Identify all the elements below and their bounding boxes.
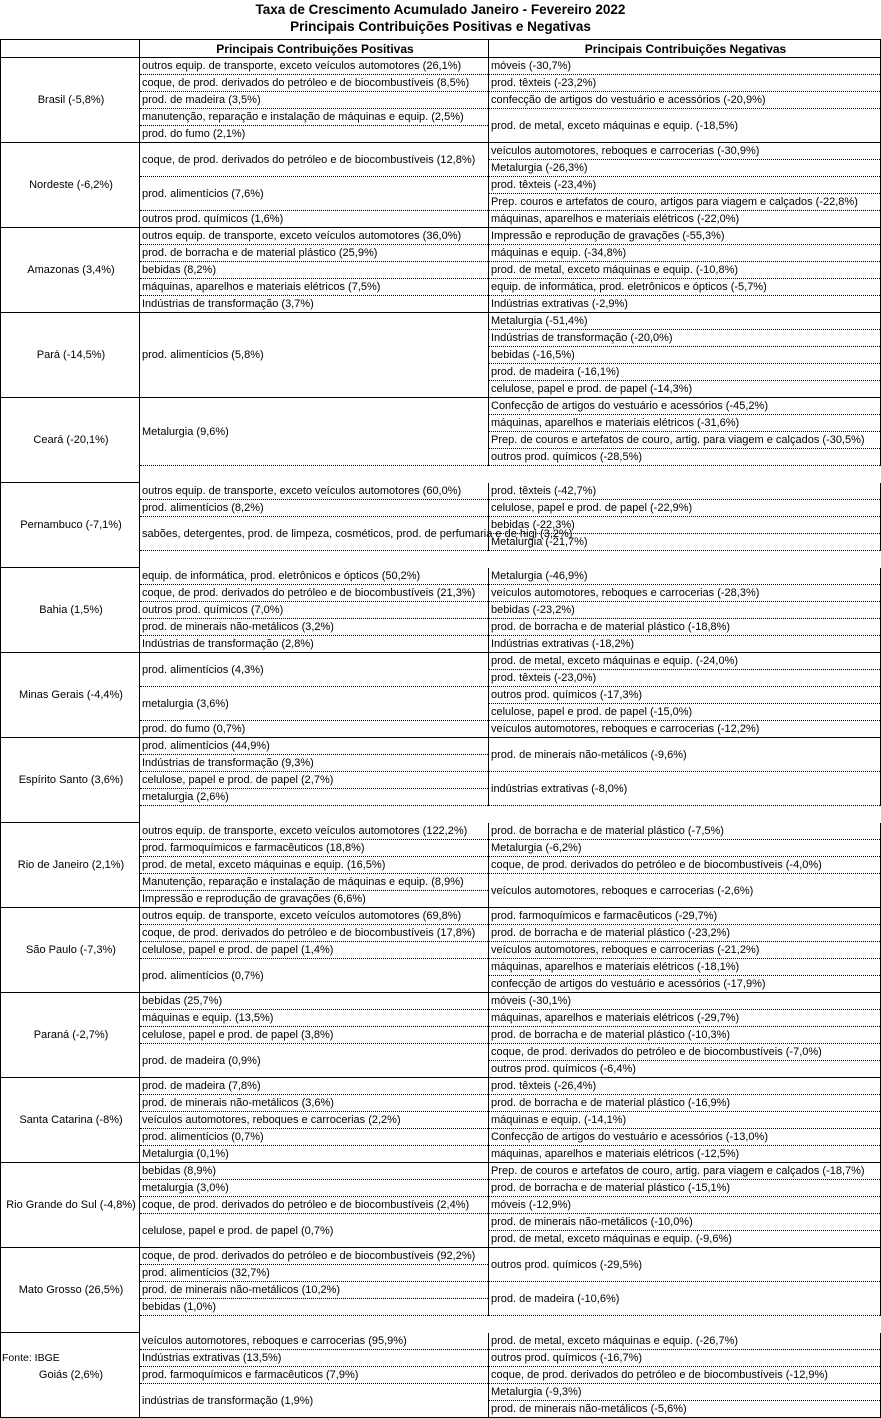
negative-contribution-cell: prod. farmoquímicos e farmacêuticos (-29,7%) — [489, 908, 881, 925]
negative-contribution-cell: prod. têxteis (-42,7%) — [489, 483, 881, 500]
positive-contribution-cell: indústrias de transformação (1,9%) — [140, 1384, 489, 1418]
negative-contribution-cell: móveis (-30,1%) — [489, 993, 881, 1010]
negative-contribution-cell: coque, de prod. derivados do petróleo e de biocombustíveis (-4,0%) — [489, 857, 881, 874]
table-row — [1, 313, 881, 330]
negative-contribution-cell: Metalurgia (-21,7%) — [489, 534, 881, 551]
table-row — [1, 1248, 881, 1265]
page-title: Taxa de Crescimento Acumulado Janeiro - Fevereiro 2022 — [255, 2, 626, 17]
negative-contribution-cell: Metalurgia (-6,2%) — [489, 840, 881, 857]
negative-contribution-cell: móveis (-12,9%) — [489, 1197, 881, 1214]
negative-contribution-cell: prod. têxteis (-23,4%) — [489, 177, 881, 194]
negative-contribution-cell: prod. de borracha e de material plástico (-16,9%) — [489, 1095, 881, 1112]
negative-contribution-cell: veículos automotores, reboques e carrocerias (-30,9%) — [489, 143, 881, 160]
positive-contribution-cell: outros equip. de transporte, exceto veículos automotores (122,2%) — [140, 823, 489, 840]
table-row — [1, 1333, 881, 1350]
positive-contribution-cell: Indústrias de transformação (2,8%) — [140, 636, 489, 653]
negative-contribution-cell: máquinas, aparelhos e materiais elétricos (-22,0%) — [489, 211, 881, 228]
positive-contribution-cell: equip. de informática, prod. eletrônicos e ópticos (50,2%) — [140, 568, 489, 585]
negative-contribution-cell: Prep. couros e artefatos de couro, artigos para viagem e calçados (-22,8%) — [489, 194, 881, 211]
negative-contribution-cell: prod. têxteis (-26,4%) — [489, 1078, 881, 1095]
region-label: Santa Catarina (-8%) — [1, 1078, 140, 1163]
negative-contribution-cell: Confecção de artigos do vestuário e acessórios (-45,2%) — [489, 398, 881, 415]
positive-contribution-cell: outros equip. de transporte, exceto veículos automotores (36,0%) — [140, 228, 489, 245]
negative-contribution-cell: outros prod. químicos (-17,3%) — [489, 687, 881, 704]
region-label: Espírito Santo (3,6%) — [1, 738, 140, 823]
negative-contribution-cell: prod. de metal, exceto máquinas e equip. (-24,0%) — [489, 653, 881, 670]
positive-contribution-cell: prod. alimentícios (5,8%) — [140, 313, 489, 398]
positive-contribution-cell: celulose, papel e prod. de papel (2,7%) — [140, 772, 489, 789]
region-label: Minas Gerais (-4,4%) — [1, 653, 140, 738]
negative-contribution-cell: bebidas (-16,5%) — [489, 347, 881, 364]
negative-contribution-cell: veículos automotores, reboques e carrocerias (-21,2%) — [489, 942, 881, 959]
positive-contribution-cell: prod. de minerais não-metálicos (10,2%) — [140, 1282, 489, 1299]
positive-contribution-cell: manutenção, reparação e instalação de máquinas e equip. (2,5%) — [140, 109, 489, 126]
negative-contribution-cell: outros prod. químicos (-29,5%) — [489, 1248, 881, 1282]
positive-contribution-cell: outros equip. de transporte, exceto veículos automotores (69,8%) — [140, 908, 489, 925]
positive-contribution-cell: outros prod. químicos (7,0%) — [140, 602, 489, 619]
negative-contribution-cell: Metalurgia (-51,4%) — [489, 313, 881, 330]
negative-contribution-cell: Indústrias extrativas (-18,2%) — [489, 636, 881, 653]
positive-contribution-cell: Indústrias extrativas (13,5%) — [140, 1350, 489, 1367]
negative-contribution-cell: Metalurgia (-46,9%) — [489, 568, 881, 585]
page-subtitle: Principais Contribuições Positivas e Negativas — [290, 19, 591, 34]
positive-contribution-cell: prod. do fumo (0,7%) — [140, 721, 489, 738]
region-label: Rio Grande do Sul (-4,8%) — [1, 1163, 140, 1248]
positive-contribution-cell: Indústrias de transformação (9,3%) — [140, 755, 489, 772]
negative-contribution-cell: confecção de artigos do vestuário e acessórios (-17,9%) — [489, 976, 881, 993]
region-label: Goiás (2,6%) — [1, 1333, 140, 1418]
positive-contribution-cell: Metalurgia (0,1%) — [140, 1146, 489, 1163]
positive-contribution-cell: prod. farmoquímicos e farmacêuticos (7,9%) — [140, 1367, 489, 1384]
positive-contribution-cell: prod. de borracha e de material plástico (25,9%) — [140, 245, 489, 262]
positive-contribution-cell: bebidas (25,7%) — [140, 993, 489, 1010]
positive-contribution-cell: prod. do fumo (2,1%) — [140, 126, 489, 143]
table-row — [1, 398, 881, 415]
table-row — [1, 738, 881, 755]
positive-contribution-cell: Manutenção, reparação e instalação de máquinas e equip. (8,9%) — [140, 874, 489, 891]
negative-contribution-cell: celulose, papel e prod. de papel (-14,3%) — [489, 381, 881, 398]
negative-contribution-cell: prod. de minerais não-metálicos (-9,6%) — [489, 738, 881, 772]
negative-contribution-cell: prod. têxteis (-23,2%) — [489, 75, 881, 92]
positive-contribution-cell: prod. de madeira (0,9%) — [140, 1044, 489, 1078]
negative-contribution-cell: prod. de metal, exceto máquinas e equip. (-18,5%) — [489, 109, 881, 143]
negative-contribution-cell: confecção de artigos do vestuário e acessórios (-20,9%) — [489, 92, 881, 109]
positive-contribution-cell: prod. alimentícios (44,9%) — [140, 738, 489, 755]
positive-contribution-cell: prod. de minerais não-metálicos (3,6%) — [140, 1095, 489, 1112]
positive-contribution-cell: prod. alimentícios (8,2%) — [140, 500, 489, 517]
negative-contribution-cell: máquinas, aparelhos e materiais elétricos (-12,5%) — [489, 1146, 881, 1163]
negative-contribution-cell: máquinas e equip. (-14,1%) — [489, 1112, 881, 1129]
table-row — [1, 58, 881, 75]
positive-contribution-cell: prod. de madeira (7,8%) — [140, 1078, 489, 1095]
region-label: Mato Grosso (26,5%) — [1, 1248, 140, 1333]
positive-column-header: Principais Contribuições Positivas — [140, 40, 489, 58]
positive-contribution-cell: veículos automotores, reboques e carrocerias (95,9%) — [140, 1333, 489, 1350]
positive-contribution-cell: metalurgia (2,6%) — [140, 789, 489, 806]
negative-contribution-cell: coque, de prod. derivados do petróleo e de biocombustíveis (-7,0%) — [489, 1044, 881, 1061]
negative-contribution-cell: equip. de informática, prod. eletrônicos e ópticos (-5,7%) — [489, 279, 881, 296]
negative-contribution-cell: bebidas (-23,2%) — [489, 602, 881, 619]
negative-contribution-cell: Metalurgia (-9,3%) — [489, 1384, 881, 1401]
positive-contribution-cell: prod. alimentícios (0,7%) — [140, 1129, 489, 1146]
negative-contribution-cell: prod. de borracha e de material plástico (-7,5%) — [489, 823, 881, 840]
negative-contribution-cell: outros prod. químicos (-28,5%) — [489, 449, 881, 466]
positive-contribution-cell: outros equip. de transporte, exceto veículos automotores (26,1%) — [140, 58, 489, 75]
positive-contribution-cell: coque, de prod. derivados do petróleo e de biocombustíveis (12,8%) — [140, 143, 489, 177]
positive-contribution-cell: coque, de prod. derivados do petróleo e de biocombustíveis (92,2%) — [140, 1248, 489, 1265]
negative-contribution-cell: Impressão e reprodução de gravações (-55,3%) — [489, 228, 881, 245]
positive-contribution-cell: veículos automotores, reboques e carrocerias (2,2%) — [140, 1112, 489, 1129]
negative-contribution-cell: Prep. de couros e artefatos de couro, artig. para viagem e calçados (-18,7%) — [489, 1163, 881, 1180]
positive-contribution-cell: sabões, detergentes, prod. de limpeza, cosméticos, prod. de perfumaria e de higi (3,2%) — [140, 517, 489, 551]
negative-contribution-cell: Confecção de artigos do vestuário e acessórios (-13,0%) — [489, 1129, 881, 1146]
region-label: Pernambuco (-7,1%) — [1, 483, 140, 568]
table-row — [1, 568, 881, 585]
table-row — [1, 908, 881, 925]
region-label: Paraná (-2,7%) — [1, 993, 140, 1078]
table-row — [1, 483, 881, 500]
negative-contribution-cell: outros prod. químicos (-6,4%) — [489, 1061, 881, 1078]
negative-contribution-cell: prod. de madeira (-16,1%) — [489, 364, 881, 381]
positive-contribution-cell: prod. de madeira (3,5%) — [140, 92, 489, 109]
negative-contribution-cell: celulose, papel e prod. de papel (-15,0%) — [489, 704, 881, 721]
positive-contribution-cell: celulose, papel e prod. de papel (3,8%) — [140, 1027, 489, 1044]
positive-contribution-cell: celulose, papel e prod. de papel (1,4%) — [140, 942, 489, 959]
region-label: Amazonas (3,4%) — [1, 228, 140, 313]
negative-contribution-cell: Indústrias de transformação (-20,0%) — [489, 330, 881, 347]
region-label: Nordeste (-6,2%) — [1, 143, 140, 228]
negative-contribution-cell: prod. de borracha e de material plástico (-10,3%) — [489, 1027, 881, 1044]
table-row — [1, 1078, 881, 1095]
negative-contribution-cell: prod. de madeira (-10,6%) — [489, 1282, 881, 1316]
table-row — [1, 823, 881, 840]
table-body — [1, 58, 881, 1418]
negative-contribution-cell: máquinas, aparelhos e materiais elétricos (-29,7%) — [489, 1010, 881, 1027]
negative-contribution-cell: veículos automotores, reboques e carrocerias (-28,3%) — [489, 585, 881, 602]
table-row — [1, 993, 881, 1010]
positive-contribution-cell: celulose, papel e prod. de papel (0,7%) — [140, 1214, 489, 1248]
negative-column-header: Principais Contribuições Negativas — [489, 40, 881, 58]
region-label: São Paulo (-7,3%) — [1, 908, 140, 993]
positive-contribution-cell: prod. alimentícios (7,6%) — [140, 177, 489, 211]
negative-contribution-cell: prod. de minerais não-metálicos (-10,0%) — [489, 1214, 881, 1231]
positive-contribution-cell: prod. farmoquímicos e farmacêuticos (18,8%) — [140, 840, 489, 857]
positive-contribution-cell: metalurgia (3,6%) — [140, 687, 489, 721]
table-row — [1, 1163, 881, 1180]
negative-contribution-cell: outros prod. químicos (-16,7%) — [489, 1350, 881, 1367]
positive-contribution-cell: prod. alimentícios (0,7%) — [140, 959, 489, 993]
negative-contribution-cell: coque, de prod. derivados do petróleo e de biocombustíveis (-12,9%) — [489, 1367, 881, 1384]
positive-contribution-cell: outros equip. de transporte, exceto veículos automotores (60,0%) — [140, 483, 489, 500]
region-label: Bahia (1,5%) — [1, 568, 140, 653]
positive-contribution-cell: Indústrias de transformação (3,7%) — [140, 296, 489, 313]
negative-contribution-cell: indústrias extrativas (-8,0%) — [489, 772, 881, 806]
contributions-table — [0, 39, 881, 1418]
positive-contribution-cell: metalurgia (3,0%) — [140, 1180, 489, 1197]
negative-contribution-cell: prod. de borracha e de material plástico (-15,1%) — [489, 1180, 881, 1197]
negative-contribution-cell: prod. de borracha e de material plástico (-18,8%) — [489, 619, 881, 636]
positive-contribution-cell: coque, de prod. derivados do petróleo e de biocombustíveis (8,5%) — [140, 75, 489, 92]
positive-contribution-cell: Metalurgia (9,6%) — [140, 398, 489, 466]
negative-contribution-cell: bebidas (-22,3%) — [489, 517, 881, 534]
positive-contribution-cell: coque, de prod. derivados do petróleo e de biocombustíveis (2,4%) — [140, 1197, 489, 1214]
positive-contribution-cell: prod. alimentícios (4,3%) — [140, 653, 489, 687]
negative-contribution-cell: veículos automotores, reboques e carrocerias (-2,6%) — [489, 874, 881, 908]
positive-contribution-cell: coque, de prod. derivados do petróleo e de biocombustíveis (17,8%) — [140, 925, 489, 942]
positive-contribution-cell: prod. alimentícios (32,7%) — [140, 1265, 489, 1282]
table-row — [1, 653, 881, 670]
region-label: Pará (-14,5%) — [1, 313, 140, 398]
table-row — [1, 143, 881, 160]
negative-contribution-cell: Indústrias extrativas (-2,9%) — [489, 296, 881, 313]
positive-contribution-cell: prod. de minerais não-metálicos (3,2%) — [140, 619, 489, 636]
positive-contribution-cell: bebidas (8,2%) — [140, 262, 489, 279]
region-label: Brasil (-5,8%) — [1, 58, 140, 143]
negative-contribution-cell: prod. de minerais não-metálicos (-5,6%) — [489, 1401, 881, 1418]
positive-contribution-cell: outros prod. químicos (1,6%) — [140, 211, 489, 228]
table-row — [1, 228, 881, 245]
positive-contribution-cell: prod. de metal, exceto máquinas e equip. (16,5%) — [140, 857, 489, 874]
negative-contribution-cell: Metalurgia (-26,3%) — [489, 160, 881, 177]
region-label: Ceará (-20,1%) — [1, 398, 140, 483]
negative-contribution-cell: celulose, papel e prod. de papel (-22,9%) — [489, 500, 881, 517]
region-column-header — [1, 40, 140, 58]
negative-contribution-cell: máquinas, aparelhos e materiais elétricos (-31,6%) — [489, 415, 881, 432]
positive-contribution-cell: bebidas (8,9%) — [140, 1163, 489, 1180]
table-header-row — [1, 40, 881, 58]
negative-contribution-cell: prod. de metal, exceto máquinas e equip. (-26,7%) — [489, 1333, 881, 1350]
negative-contribution-cell: móveis (-30,7%) — [489, 58, 881, 75]
region-label: Rio de Janeiro (2,1%) — [1, 823, 140, 908]
negative-contribution-cell: prod. de metal, exceto máquinas e equip. (-10,8%) — [489, 262, 881, 279]
negative-contribution-cell: Prep. de couros e artefatos de couro, artig. para viagem e calçados (-30,5%) — [489, 432, 881, 449]
negative-contribution-cell: máquinas e equip. (-34,8%) — [489, 245, 881, 262]
positive-contribution-cell: Impressão e reprodução de gravações (6,6%) — [140, 891, 489, 908]
source-note: Fonte: IBGE — [2, 1352, 60, 1364]
negative-contribution-cell: máquinas, aparelhos e materiais elétricos (-18,1%) — [489, 959, 881, 976]
positive-contribution-cell: bebidas (1,0%) — [140, 1299, 489, 1316]
negative-contribution-cell: veículos automotores, reboques e carrocerias (-12,2%) — [489, 721, 881, 738]
positive-contribution-cell: máquinas e equip. (13,5%) — [140, 1010, 489, 1027]
positive-contribution-cell: máquinas, aparelhos e materiais elétricos (7,5%) — [140, 279, 489, 296]
negative-contribution-cell: prod. de metal, exceto máquinas e equip. (-9,6%) — [489, 1231, 881, 1248]
negative-contribution-cell: prod. têxteis (-23,0%) — [489, 670, 881, 687]
positive-contribution-cell: coque, de prod. derivados do petróleo e de biocombustíveis (21,3%) — [140, 585, 489, 602]
negative-contribution-cell: prod. de borracha e de material plástico (-23,2%) — [489, 925, 881, 942]
